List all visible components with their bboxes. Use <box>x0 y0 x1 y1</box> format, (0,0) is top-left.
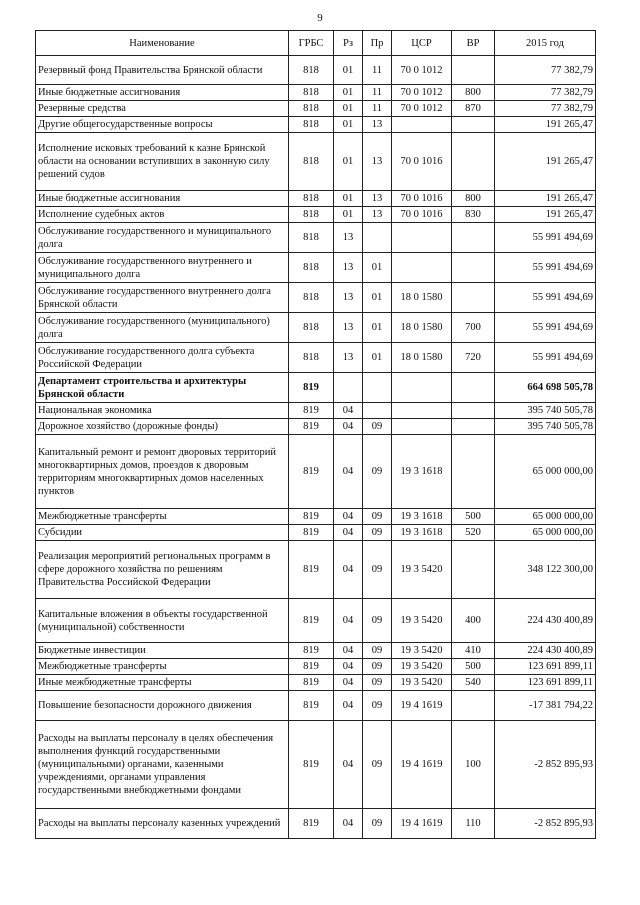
cell-amount: 77 382,79 <box>495 85 596 101</box>
cell-pr: 09 <box>363 643 392 659</box>
cell-grbs: 819 <box>289 541 334 599</box>
cell-pr: 01 <box>363 313 392 343</box>
cell-amount: 123 691 899,11 <box>495 675 596 691</box>
cell-csr <box>392 117 452 133</box>
cell-amount: 77 382,79 <box>495 101 596 117</box>
cell-rz: 01 <box>334 117 363 133</box>
cell-amount: 191 265,47 <box>495 117 596 133</box>
cell-csr: 19 3 5420 <box>392 675 452 691</box>
cell-vr: 110 <box>452 809 495 839</box>
cell-pr: 01 <box>363 253 392 283</box>
cell-rz: 13 <box>334 283 363 313</box>
cell-name: Обслуживание государственного долга субъекта Российской Федерации <box>36 343 289 373</box>
table-body <box>36 56 596 839</box>
cell-amount: 65 000 000,00 <box>495 435 596 509</box>
cell-name: Резервные средства <box>36 101 289 117</box>
cell-vr: 100 <box>452 721 495 809</box>
cell-amount: 55 991 494,69 <box>495 253 596 283</box>
cell-csr: 70 0 1016 <box>392 133 452 191</box>
table-row <box>36 541 596 599</box>
cell-vr: 800 <box>452 85 495 101</box>
cell-vr <box>452 223 495 253</box>
cell-vr <box>452 283 495 313</box>
table-row <box>36 721 596 809</box>
cell-grbs: 819 <box>289 643 334 659</box>
cell-grbs: 818 <box>289 56 334 85</box>
cell-csr <box>392 223 452 253</box>
cell-csr: 19 4 1619 <box>392 691 452 721</box>
cell-vr <box>452 133 495 191</box>
table-row <box>36 117 596 133</box>
cell-pr: 09 <box>363 419 392 435</box>
cell-pr: 09 <box>363 435 392 509</box>
column-header-grbs: ГРБС <box>289 31 334 56</box>
cell-rz: 13 <box>334 343 363 373</box>
table-row <box>36 809 596 839</box>
table-row <box>36 85 596 101</box>
cell-vr: 830 <box>452 207 495 223</box>
table-row <box>36 373 596 403</box>
cell-grbs: 819 <box>289 435 334 509</box>
cell-vr: 500 <box>452 659 495 675</box>
cell-grbs: 818 <box>289 313 334 343</box>
cell-grbs: 818 <box>289 207 334 223</box>
cell-csr: 18 0 1580 <box>392 313 452 343</box>
cell-name: Субсидии <box>36 525 289 541</box>
table-row <box>36 343 596 373</box>
cell-name: Обслуживание государственного внутреннего и муниципального долга <box>36 253 289 283</box>
cell-grbs: 819 <box>289 373 334 403</box>
cell-pr <box>363 373 392 403</box>
cell-vr: 410 <box>452 643 495 659</box>
cell-grbs: 819 <box>289 599 334 643</box>
cell-name: Исполнение исковых требований к казне Брянской области на основании вступивших в законную силу решений судов <box>36 133 289 191</box>
cell-grbs: 818 <box>289 133 334 191</box>
page-number: 9 <box>317 12 323 24</box>
cell-name: Обслуживание государственного и муниципального долга <box>36 223 289 253</box>
table-row <box>36 223 596 253</box>
cell-rz: 04 <box>334 403 363 419</box>
table-row <box>36 525 596 541</box>
cell-csr: 70 0 1016 <box>392 207 452 223</box>
cell-vr: 400 <box>452 599 495 643</box>
cell-vr: 720 <box>452 343 495 373</box>
cell-name: Обслуживание государственного внутреннего долга Брянской области <box>36 283 289 313</box>
cell-csr: 19 4 1619 <box>392 721 452 809</box>
cell-grbs: 818 <box>289 101 334 117</box>
cell-vr <box>452 117 495 133</box>
cell-grbs: 818 <box>289 223 334 253</box>
table-row <box>36 599 596 643</box>
cell-rz: 01 <box>334 85 363 101</box>
cell-rz: 04 <box>334 675 363 691</box>
cell-rz: 04 <box>334 599 363 643</box>
column-header-pr: Пр <box>363 31 392 56</box>
cell-name: Капитальный ремонт и ремонт дворовых территорий многоквартирных домов, проездов к дворовым территориям многоквартирных домов населенных пунктов <box>36 435 289 509</box>
table-row <box>36 403 596 419</box>
cell-csr: 19 3 1618 <box>392 509 452 525</box>
cell-name: Другие общегосударственные вопросы <box>36 117 289 133</box>
cell-pr: 13 <box>363 117 392 133</box>
cell-name: Иные бюджетные ассигнования <box>36 191 289 207</box>
cell-csr: 19 3 5420 <box>392 643 452 659</box>
cell-rz: 01 <box>334 191 363 207</box>
table-row <box>36 253 596 283</box>
cell-vr <box>452 541 495 599</box>
table-row <box>36 101 596 117</box>
cell-grbs: 818 <box>289 283 334 313</box>
cell-amount: 55 991 494,69 <box>495 223 596 253</box>
cell-name: Межбюджетные трансферты <box>36 659 289 675</box>
cell-grbs: 819 <box>289 721 334 809</box>
cell-vr: 500 <box>452 509 495 525</box>
cell-grbs: 819 <box>289 509 334 525</box>
cell-rz: 01 <box>334 133 363 191</box>
cell-csr <box>392 403 452 419</box>
cell-name: Резервный фонд Правительства Брянской области <box>36 56 289 85</box>
table-row <box>36 207 596 223</box>
cell-vr <box>452 56 495 85</box>
cell-grbs: 818 <box>289 253 334 283</box>
cell-csr: 70 0 1012 <box>392 56 452 85</box>
cell-rz: 13 <box>334 253 363 283</box>
cell-name: Иные бюджетные ассигнования <box>36 85 289 101</box>
cell-name: Исполнение судебных актов <box>36 207 289 223</box>
cell-pr: 11 <box>363 85 392 101</box>
column-header-csr: ЦСР <box>392 31 452 56</box>
cell-rz: 04 <box>334 721 363 809</box>
cell-rz: 04 <box>334 643 363 659</box>
cell-csr: 18 0 1580 <box>392 283 452 313</box>
cell-name: Повышение безопасности дорожного движения <box>36 691 289 721</box>
cell-pr <box>363 403 392 419</box>
cell-csr <box>392 253 452 283</box>
cell-pr: 11 <box>363 56 392 85</box>
cell-grbs: 818 <box>289 117 334 133</box>
cell-name: Иные межбюджетные трансферты <box>36 675 289 691</box>
cell-vr: 700 <box>452 313 495 343</box>
cell-name: Национальная экономика <box>36 403 289 419</box>
cell-pr: 09 <box>363 509 392 525</box>
cell-csr: 19 3 1618 <box>392 525 452 541</box>
table-row <box>36 191 596 207</box>
cell-rz: 04 <box>334 659 363 675</box>
cell-rz: 13 <box>334 313 363 343</box>
cell-pr: 13 <box>363 133 392 191</box>
cell-name: Расходы на выплаты персоналу казенных учреждений <box>36 809 289 839</box>
cell-name: Обслуживание государственного (муниципального) долга <box>36 313 289 343</box>
cell-rz: 04 <box>334 419 363 435</box>
table-row <box>36 643 596 659</box>
cell-name: Расходы на выплаты персоналу в целях обеспечения выполнения функций государственными (муниципальными) органами, казенными учреждениями, органами управления государственными внебюджетными фондами <box>36 721 289 809</box>
cell-pr: 09 <box>363 691 392 721</box>
cell-vr: 540 <box>452 675 495 691</box>
table-row <box>36 419 596 435</box>
cell-csr <box>392 419 452 435</box>
cell-amount: 55 991 494,69 <box>495 343 596 373</box>
cell-csr: 70 0 1012 <box>392 101 452 117</box>
cell-amount: 191 265,47 <box>495 133 596 191</box>
cell-pr: 09 <box>363 525 392 541</box>
table-row <box>36 691 596 721</box>
cell-rz: 04 <box>334 509 363 525</box>
cell-rz: 04 <box>334 435 363 509</box>
cell-grbs: 818 <box>289 85 334 101</box>
cell-amount: -2 852 895,93 <box>495 721 596 809</box>
cell-amount: 65 000 000,00 <box>495 509 596 525</box>
column-header-vr: ВР <box>452 31 495 56</box>
budget-table <box>35 30 596 839</box>
cell-amount: 55 991 494,69 <box>495 313 596 343</box>
cell-grbs: 819 <box>289 403 334 419</box>
cell-amount: -2 852 895,93 <box>495 809 596 839</box>
table-header-row <box>36 31 596 56</box>
cell-name: Дорожное хозяйство (дорожные фонды) <box>36 419 289 435</box>
cell-pr: 09 <box>363 809 392 839</box>
cell-amount: -17 381 794,22 <box>495 691 596 721</box>
cell-pr: 13 <box>363 191 392 207</box>
cell-amount: 123 691 899,11 <box>495 659 596 675</box>
cell-name: Капитальные вложения в объекты государственной (муниципальной) собственности <box>36 599 289 643</box>
table-row <box>36 509 596 525</box>
cell-grbs: 818 <box>289 191 334 207</box>
cell-vr <box>452 253 495 283</box>
cell-vr <box>452 403 495 419</box>
cell-amount: 348 122 300,00 <box>495 541 596 599</box>
cell-pr: 11 <box>363 101 392 117</box>
cell-csr: 19 3 5420 <box>392 541 452 599</box>
cell-rz: 01 <box>334 207 363 223</box>
cell-csr <box>392 373 452 403</box>
cell-csr: 19 3 5420 <box>392 599 452 643</box>
cell-grbs: 819 <box>289 419 334 435</box>
cell-pr: 01 <box>363 283 392 313</box>
cell-vr: 800 <box>452 191 495 207</box>
cell-pr: 01 <box>363 343 392 373</box>
cell-csr: 19 3 1618 <box>392 435 452 509</box>
cell-vr: 870 <box>452 101 495 117</box>
cell-rz: 04 <box>334 809 363 839</box>
cell-pr: 09 <box>363 659 392 675</box>
cell-rz: 04 <box>334 691 363 721</box>
cell-amount: 191 265,47 <box>495 191 596 207</box>
cell-grbs: 819 <box>289 809 334 839</box>
cell-name: Межбюджетные трансферты <box>36 509 289 525</box>
cell-grbs: 819 <box>289 675 334 691</box>
table-row <box>36 56 596 85</box>
cell-csr: 70 0 1016 <box>392 191 452 207</box>
cell-amount: 224 430 400,89 <box>495 643 596 659</box>
cell-vr <box>452 373 495 403</box>
cell-vr <box>452 419 495 435</box>
table-row <box>36 133 596 191</box>
column-header-name: Наименование <box>36 31 289 56</box>
cell-amount: 395 740 505,78 <box>495 419 596 435</box>
cell-pr: 13 <box>363 207 392 223</box>
cell-rz: 04 <box>334 525 363 541</box>
cell-pr: 09 <box>363 541 392 599</box>
cell-name: Бюджетные инвестиции <box>36 643 289 659</box>
column-header-rz: Рз <box>334 31 363 56</box>
cell-grbs: 818 <box>289 343 334 373</box>
cell-name: Реализация мероприятий региональных программ в сфере дорожного хозяйства по решениям Правительства Российской Федерации <box>36 541 289 599</box>
table-row <box>36 313 596 343</box>
table-row <box>36 435 596 509</box>
cell-csr: 70 0 1012 <box>392 85 452 101</box>
cell-rz <box>334 373 363 403</box>
cell-vr <box>452 435 495 509</box>
cell-amount: 191 265,47 <box>495 207 596 223</box>
cell-pr: 09 <box>363 675 392 691</box>
cell-vr <box>452 691 495 721</box>
table-row <box>36 675 596 691</box>
cell-amount: 77 382,79 <box>495 56 596 85</box>
table-row <box>36 659 596 675</box>
cell-csr: 18 0 1580 <box>392 343 452 373</box>
cell-vr: 520 <box>452 525 495 541</box>
column-header-year: 2015 год <box>495 31 596 56</box>
cell-csr: 19 3 5420 <box>392 659 452 675</box>
cell-rz: 04 <box>334 541 363 599</box>
cell-name: Департамент строительства и архитектуры Брянской области <box>36 373 289 403</box>
cell-pr <box>363 223 392 253</box>
cell-amount: 664 698 505,78 <box>495 373 596 403</box>
cell-rz: 01 <box>334 56 363 85</box>
cell-amount: 395 740 505,78 <box>495 403 596 419</box>
cell-grbs: 819 <box>289 525 334 541</box>
cell-amount: 224 430 400,89 <box>495 599 596 643</box>
cell-amount: 55 991 494,69 <box>495 283 596 313</box>
cell-rz: 13 <box>334 223 363 253</box>
cell-csr: 19 4 1619 <box>392 809 452 839</box>
cell-amount: 65 000 000,00 <box>495 525 596 541</box>
cell-pr: 09 <box>363 721 392 809</box>
cell-grbs: 819 <box>289 691 334 721</box>
table-row <box>36 283 596 313</box>
cell-rz: 01 <box>334 101 363 117</box>
cell-pr: 09 <box>363 599 392 643</box>
cell-grbs: 819 <box>289 659 334 675</box>
